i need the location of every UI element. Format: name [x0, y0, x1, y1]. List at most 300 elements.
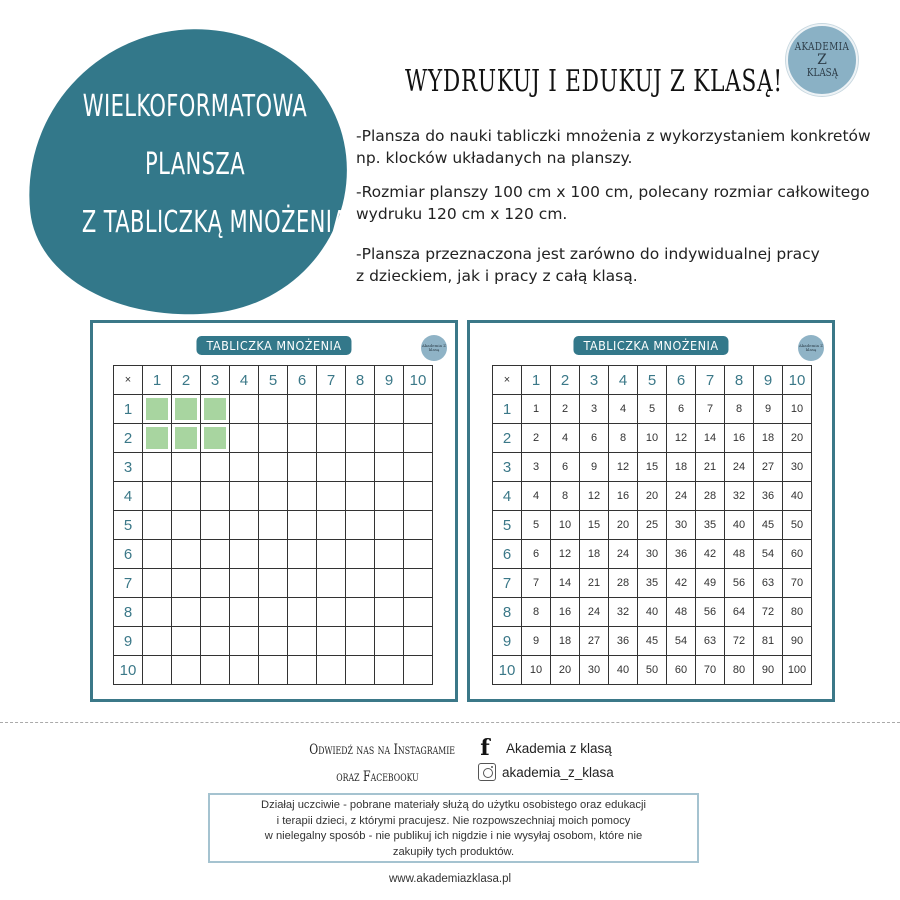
- grid-cell-block: [201, 395, 230, 424]
- instagram-icon: [478, 763, 496, 781]
- grid-cell: [288, 511, 317, 540]
- grid-cell: 6: [522, 540, 551, 569]
- grid-cell: 7: [522, 569, 551, 598]
- grid-cell: [230, 453, 259, 482]
- grid-cell: 3: [580, 395, 609, 424]
- grid-cell: [346, 395, 375, 424]
- grid-row-header: 10: [114, 656, 143, 685]
- grid-row-header: 7: [493, 569, 522, 598]
- grid-cell: 30: [580, 656, 609, 685]
- grid-cell: [172, 656, 201, 685]
- board-logo: Akademia Z klasą: [798, 335, 824, 361]
- grid-cell: 56: [696, 598, 725, 627]
- grid-column-header: 6: [667, 366, 696, 395]
- grid-cell: [375, 511, 404, 540]
- grid-column-header: 2: [172, 366, 201, 395]
- grid-cell: 10: [551, 511, 580, 540]
- board-logo: Akademia Z klasą: [421, 335, 447, 361]
- grid-row: [493, 656, 812, 685]
- grid-cell: [201, 656, 230, 685]
- grid-row: [493, 424, 812, 453]
- grid-column-header: 9: [375, 366, 404, 395]
- grid-row-header: 5: [114, 511, 143, 540]
- grid-cell: [143, 627, 172, 656]
- grid-row-header: 7: [114, 569, 143, 598]
- grid-cell: [317, 569, 346, 598]
- grid-cell: [346, 569, 375, 598]
- grid-cell: 16: [551, 598, 580, 627]
- grid-cell: 54: [754, 540, 783, 569]
- grid-row: [114, 540, 433, 569]
- grid-cell: 28: [609, 569, 638, 598]
- grid-cell: 30: [667, 511, 696, 540]
- grid-cell: 30: [783, 453, 812, 482]
- grid-cell: 9: [522, 627, 551, 656]
- grid-column-header: 8: [725, 366, 754, 395]
- facebook-icon: f: [480, 735, 490, 761]
- main-title-line-1: WIELKOFORMATOWA: [82, 89, 308, 124]
- grid-column-header: 3: [580, 366, 609, 395]
- tagline: WYDRUKUJ I EDUKUJ Z KLASĄ!: [405, 64, 783, 99]
- grid-cell: 35: [696, 511, 725, 540]
- grid-cell: 6: [580, 424, 609, 453]
- grid-cell: [259, 511, 288, 540]
- grid-column-header: 5: [259, 366, 288, 395]
- grid-cell: 20: [783, 424, 812, 453]
- grid-cell: 8: [551, 482, 580, 511]
- description-line: z dzieckiem, jak i pracy z całą klasą.: [356, 267, 638, 285]
- grid-cell: 8: [725, 395, 754, 424]
- visit-line-2: oraz Facebooku: [336, 769, 419, 785]
- grid-cell: 1: [522, 395, 551, 424]
- grid-cell: [404, 424, 433, 453]
- grid-cell: 70: [783, 569, 812, 598]
- grid-cell: 4: [522, 482, 551, 511]
- grid-cell: [230, 511, 259, 540]
- grid-cell: 12: [551, 540, 580, 569]
- grid-cell: [201, 569, 230, 598]
- grid-cell: 45: [638, 627, 667, 656]
- website-link[interactable]: www.akademiazklasa.pl: [388, 873, 512, 885]
- grid-cell: 49: [696, 569, 725, 598]
- grid-row: [114, 569, 433, 598]
- main-title-line-2: PLANSZA: [144, 147, 246, 182]
- grid-cell: 60: [783, 540, 812, 569]
- grid-cell: 7: [696, 395, 725, 424]
- grid-cell: 5: [522, 511, 551, 540]
- grid-cell: [143, 656, 172, 685]
- grid-cell: 16: [609, 482, 638, 511]
- grid-cell: [375, 598, 404, 627]
- grid-cell: [259, 424, 288, 453]
- grid-cell: [259, 627, 288, 656]
- grid-cell: [259, 540, 288, 569]
- grid-cell: 18: [580, 540, 609, 569]
- grid-row: [114, 511, 433, 540]
- grid-cell: 8: [522, 598, 551, 627]
- grid-cell: [230, 598, 259, 627]
- logo-line-2: Z: [817, 51, 827, 68]
- grid-cell: [288, 424, 317, 453]
- grid-row-header: 1: [114, 395, 143, 424]
- facebook-label: Akademia z klasą: [506, 740, 612, 756]
- board-title: TABLICZKA MNOŻENIA: [573, 336, 728, 355]
- logo-line-1: AKADEMIA: [794, 40, 850, 54]
- grid-row: [114, 424, 433, 453]
- grid-cell: [317, 540, 346, 569]
- grid-cell: 40: [783, 482, 812, 511]
- grid-row: [493, 569, 812, 598]
- grid-cell: 18: [754, 424, 783, 453]
- grid-cell: 81: [754, 627, 783, 656]
- grid-cell: 10: [638, 424, 667, 453]
- cut-line-divider: [0, 722, 900, 723]
- description-line: -Rozmiar planszy 100 cm x 100 cm, polecany rozmiar całkowitego: [356, 183, 870, 201]
- grid-cell-block: [172, 395, 201, 424]
- grid-cell: [201, 453, 230, 482]
- grid-cell: [172, 598, 201, 627]
- board-title: TABLICZKA MNOŻENIA: [196, 336, 351, 355]
- grid-row-header: 6: [114, 540, 143, 569]
- grid-cell: 14: [551, 569, 580, 598]
- grid-cell: 54: [667, 627, 696, 656]
- grid-cell: [172, 627, 201, 656]
- grid-cell: [404, 656, 433, 685]
- grid-cell: [201, 540, 230, 569]
- grid-cell: 36: [754, 482, 783, 511]
- grid-cell: 25: [638, 511, 667, 540]
- grid-cell: [346, 424, 375, 453]
- visit-us-text: [290, 737, 465, 791]
- grid-cell: [317, 424, 346, 453]
- grid-cell: [375, 482, 404, 511]
- multiplication-grid-blank: [113, 365, 433, 685]
- grid-row-header: 1: [493, 395, 522, 424]
- grid-cell: 27: [754, 453, 783, 482]
- grid-column-header: 5: [638, 366, 667, 395]
- grid-cell: [201, 482, 230, 511]
- grid-row: [114, 395, 433, 424]
- grid-cell: [317, 511, 346, 540]
- grid-cell: 6: [551, 453, 580, 482]
- grid-row-header: 9: [493, 627, 522, 656]
- grid-cell: 10: [783, 395, 812, 424]
- grid-cell: [404, 627, 433, 656]
- grid-cell: 80: [725, 656, 754, 685]
- grid-cell: [230, 656, 259, 685]
- grid-cell: 9: [580, 453, 609, 482]
- grid-cell: 24: [580, 598, 609, 627]
- grid-cell: 32: [609, 598, 638, 627]
- instagram-label: akademia_z_klasa: [502, 764, 614, 780]
- grid-column-header: 8: [346, 366, 375, 395]
- notice-line: zakupiły tych produktów.: [392, 845, 515, 858]
- grid-cell: [404, 540, 433, 569]
- grid-cell: 2: [522, 424, 551, 453]
- logo-line-3: KLASĄ: [806, 66, 838, 80]
- grid-cell: [230, 482, 259, 511]
- grid-cell: [404, 395, 433, 424]
- grid-cell: 15: [580, 511, 609, 540]
- description-paragraph-1: [356, 125, 871, 169]
- grid-cell: [346, 482, 375, 511]
- grid-cell: [375, 395, 404, 424]
- grid-cell: [317, 627, 346, 656]
- board-preview-blank: [90, 320, 458, 702]
- description-line: -Plansza do nauki tabliczki mnożenia z wykorzystaniem konkretów: [356, 127, 871, 145]
- grid-column-header: 9: [754, 366, 783, 395]
- grid-cell: 14: [696, 424, 725, 453]
- grid-row-header: 4: [114, 482, 143, 511]
- grid-column-header: 10: [404, 366, 433, 395]
- grid-cell: 36: [609, 627, 638, 656]
- grid-column-header: 3: [201, 366, 230, 395]
- grid-column-header: 10: [783, 366, 812, 395]
- grid-cell: 80: [783, 598, 812, 627]
- grid-column-header: 7: [696, 366, 725, 395]
- grid-cell: 10: [522, 656, 551, 685]
- grid-cell: 16: [725, 424, 754, 453]
- main-title-line-3: Z TABLICZKĄ MNOŻENIA: [81, 205, 348, 240]
- grid-cell: [201, 627, 230, 656]
- grid-row: [114, 598, 433, 627]
- grid-cell: [259, 598, 288, 627]
- grid-cell: [143, 511, 172, 540]
- grid-row: [114, 627, 433, 656]
- description-paragraph-3: [356, 243, 866, 287]
- grid-cell: 50: [638, 656, 667, 685]
- grid-column-header: 2: [551, 366, 580, 395]
- main-title: [81, 78, 348, 252]
- instagram-link[interactable]: [478, 763, 614, 781]
- grid-row: [493, 540, 812, 569]
- grid-cell: [230, 540, 259, 569]
- grid-cell: 45: [754, 511, 783, 540]
- grid-row: [493, 598, 812, 627]
- description-line: wydruku 120 cm x 120 cm.: [356, 205, 568, 223]
- grid-cell: 48: [667, 598, 696, 627]
- grid-row-header: 9: [114, 627, 143, 656]
- grid-cell: [317, 656, 346, 685]
- grid-corner-times: ×: [493, 366, 522, 395]
- grid-cell: [346, 511, 375, 540]
- grid-cell: 18: [667, 453, 696, 482]
- grid-cell: 15: [638, 453, 667, 482]
- grid-column-header: 4: [609, 366, 638, 395]
- grid-cell: 42: [696, 540, 725, 569]
- grid-cell: [288, 569, 317, 598]
- grid-cell: 100: [783, 656, 812, 685]
- grid-cell: [404, 569, 433, 598]
- usage-notice-box: [208, 793, 699, 863]
- grid-cell: 90: [783, 627, 812, 656]
- grid-cell: 48: [725, 540, 754, 569]
- grid-cell: 63: [696, 627, 725, 656]
- grid-cell: 24: [725, 453, 754, 482]
- grid-cell: [230, 395, 259, 424]
- grid-cell: 63: [754, 569, 783, 598]
- grid-cell: [375, 453, 404, 482]
- grid-row-header: 8: [114, 598, 143, 627]
- grid-cell: 8: [609, 424, 638, 453]
- grid-cell: 27: [580, 627, 609, 656]
- grid-cell: [375, 540, 404, 569]
- grid-cell: [288, 598, 317, 627]
- grid-row-header: 5: [493, 511, 522, 540]
- grid-cell: [288, 453, 317, 482]
- description-line: np. klocków układanych na planszy.: [356, 149, 633, 167]
- grid-cell-block: [172, 424, 201, 453]
- grid-cell: 21: [696, 453, 725, 482]
- grid-cell: 36: [667, 540, 696, 569]
- grid-cell: [201, 511, 230, 540]
- description-line: -Plansza przeznaczona jest zarówno do indywidualnej pracy: [356, 245, 820, 263]
- grid-cell: [259, 482, 288, 511]
- grid-row-header: 10: [493, 656, 522, 685]
- grid-corner-times: ×: [114, 366, 143, 395]
- grid-cell: [201, 598, 230, 627]
- grid-row: [493, 482, 812, 511]
- grid-cell: 32: [725, 482, 754, 511]
- grid-row-header: 2: [114, 424, 143, 453]
- grid-column-header: 1: [522, 366, 551, 395]
- grid-cell: [230, 627, 259, 656]
- grid-cell: 60: [667, 656, 696, 685]
- grid-cell: [375, 656, 404, 685]
- grid-cell: [375, 569, 404, 598]
- grid-cell: 70: [696, 656, 725, 685]
- grid-cell: 40: [609, 656, 638, 685]
- grid-column-header: 7: [317, 366, 346, 395]
- grid-cell: 24: [609, 540, 638, 569]
- grid-cell: 18: [551, 627, 580, 656]
- grid-cell: 56: [725, 569, 754, 598]
- grid-cell: [259, 656, 288, 685]
- notice-line: w nielegalny sposób - nie publikuj ich nigdzie i nie wysyłaj osobom, które nie: [264, 830, 643, 842]
- grid-cell: [346, 656, 375, 685]
- facebook-link[interactable]: [478, 735, 612, 761]
- grid-cell: 9: [754, 395, 783, 424]
- grid-row: [493, 453, 812, 482]
- grid-cell: [143, 453, 172, 482]
- grid-column-header: 1: [143, 366, 172, 395]
- grid-row: [493, 511, 812, 540]
- grid-cell: 12: [609, 453, 638, 482]
- grid-cell: 20: [609, 511, 638, 540]
- grid-cell-block: [201, 424, 230, 453]
- grid-row-header: 2: [493, 424, 522, 453]
- brand-logo: [786, 24, 858, 96]
- multiplication-grid-filled: [492, 365, 812, 685]
- grid-cell: 42: [667, 569, 696, 598]
- grid-row-header: 3: [493, 453, 522, 482]
- grid-row: [114, 482, 433, 511]
- grid-cell: [375, 424, 404, 453]
- grid-cell: 40: [638, 598, 667, 627]
- grid-cell: 21: [580, 569, 609, 598]
- grid-cell: [259, 569, 288, 598]
- grid-column-header: 4: [230, 366, 259, 395]
- grid-cell: 3: [522, 453, 551, 482]
- grid-cell: [404, 482, 433, 511]
- grid-row-header: 8: [493, 598, 522, 627]
- grid-cell: [317, 598, 346, 627]
- notice-line: i terapii dzieci, z którymi pracujesz. Nie rozpowszechniaj moich pomocy: [276, 814, 631, 827]
- grid-row: [493, 627, 812, 656]
- grid-cell: 4: [551, 424, 580, 453]
- grid-cell: [230, 424, 259, 453]
- grid-cell: 5: [638, 395, 667, 424]
- grid-cell: 90: [754, 656, 783, 685]
- grid-cell: [172, 482, 201, 511]
- grid-cell: [346, 540, 375, 569]
- grid-cell: [172, 540, 201, 569]
- grid-header-row: [114, 366, 433, 395]
- grid-row-header: 3: [114, 453, 143, 482]
- grid-cell: [259, 453, 288, 482]
- grid-cell: 30: [638, 540, 667, 569]
- grid-cell: [317, 453, 346, 482]
- grid-cell: 20: [551, 656, 580, 685]
- grid-header-row: [493, 366, 812, 395]
- grid-cell: 35: [638, 569, 667, 598]
- grid-cell: [288, 627, 317, 656]
- grid-cell: 4: [609, 395, 638, 424]
- grid-cell: [346, 598, 375, 627]
- grid-cell: [143, 598, 172, 627]
- grid-cell: [404, 598, 433, 627]
- grid-cell: 2: [551, 395, 580, 424]
- grid-cell: [346, 453, 375, 482]
- grid-cell: [346, 627, 375, 656]
- grid-cell: 12: [580, 482, 609, 511]
- grid-cell: 28: [696, 482, 725, 511]
- grid-cell: [404, 511, 433, 540]
- board-preview-filled: [467, 320, 835, 702]
- grid-cell: [404, 453, 433, 482]
- grid-cell: [288, 482, 317, 511]
- grid-cell-block: [143, 395, 172, 424]
- grid-cell-block: [143, 424, 172, 453]
- grid-row-header: 6: [493, 540, 522, 569]
- description-paragraph-2: [356, 181, 870, 225]
- grid-cell: [143, 540, 172, 569]
- grid-cell: [143, 482, 172, 511]
- grid-cell: 50: [783, 511, 812, 540]
- grid-cell: [317, 482, 346, 511]
- grid-row: [114, 453, 433, 482]
- grid-cell: 6: [667, 395, 696, 424]
- grid-cell: [288, 395, 317, 424]
- grid-row: [114, 656, 433, 685]
- grid-cell: [172, 511, 201, 540]
- grid-cell: [172, 569, 201, 598]
- grid-cell: [317, 395, 346, 424]
- grid-cell: 40: [725, 511, 754, 540]
- visit-line-1: Odwiedź nas na Instagramie: [309, 742, 455, 758]
- grid-row-header: 4: [493, 482, 522, 511]
- grid-cell: [230, 569, 259, 598]
- grid-cell: 72: [725, 627, 754, 656]
- grid-cell: 20: [638, 482, 667, 511]
- notice-line: Działaj uczciwie - pobrane materiały służą do użytku osobistego oraz edukacji: [261, 799, 646, 811]
- grid-column-header: 6: [288, 366, 317, 395]
- grid-cell: [172, 453, 201, 482]
- grid-cell: [259, 395, 288, 424]
- grid-cell: [288, 656, 317, 685]
- grid-cell: 72: [754, 598, 783, 627]
- grid-cell: [375, 627, 404, 656]
